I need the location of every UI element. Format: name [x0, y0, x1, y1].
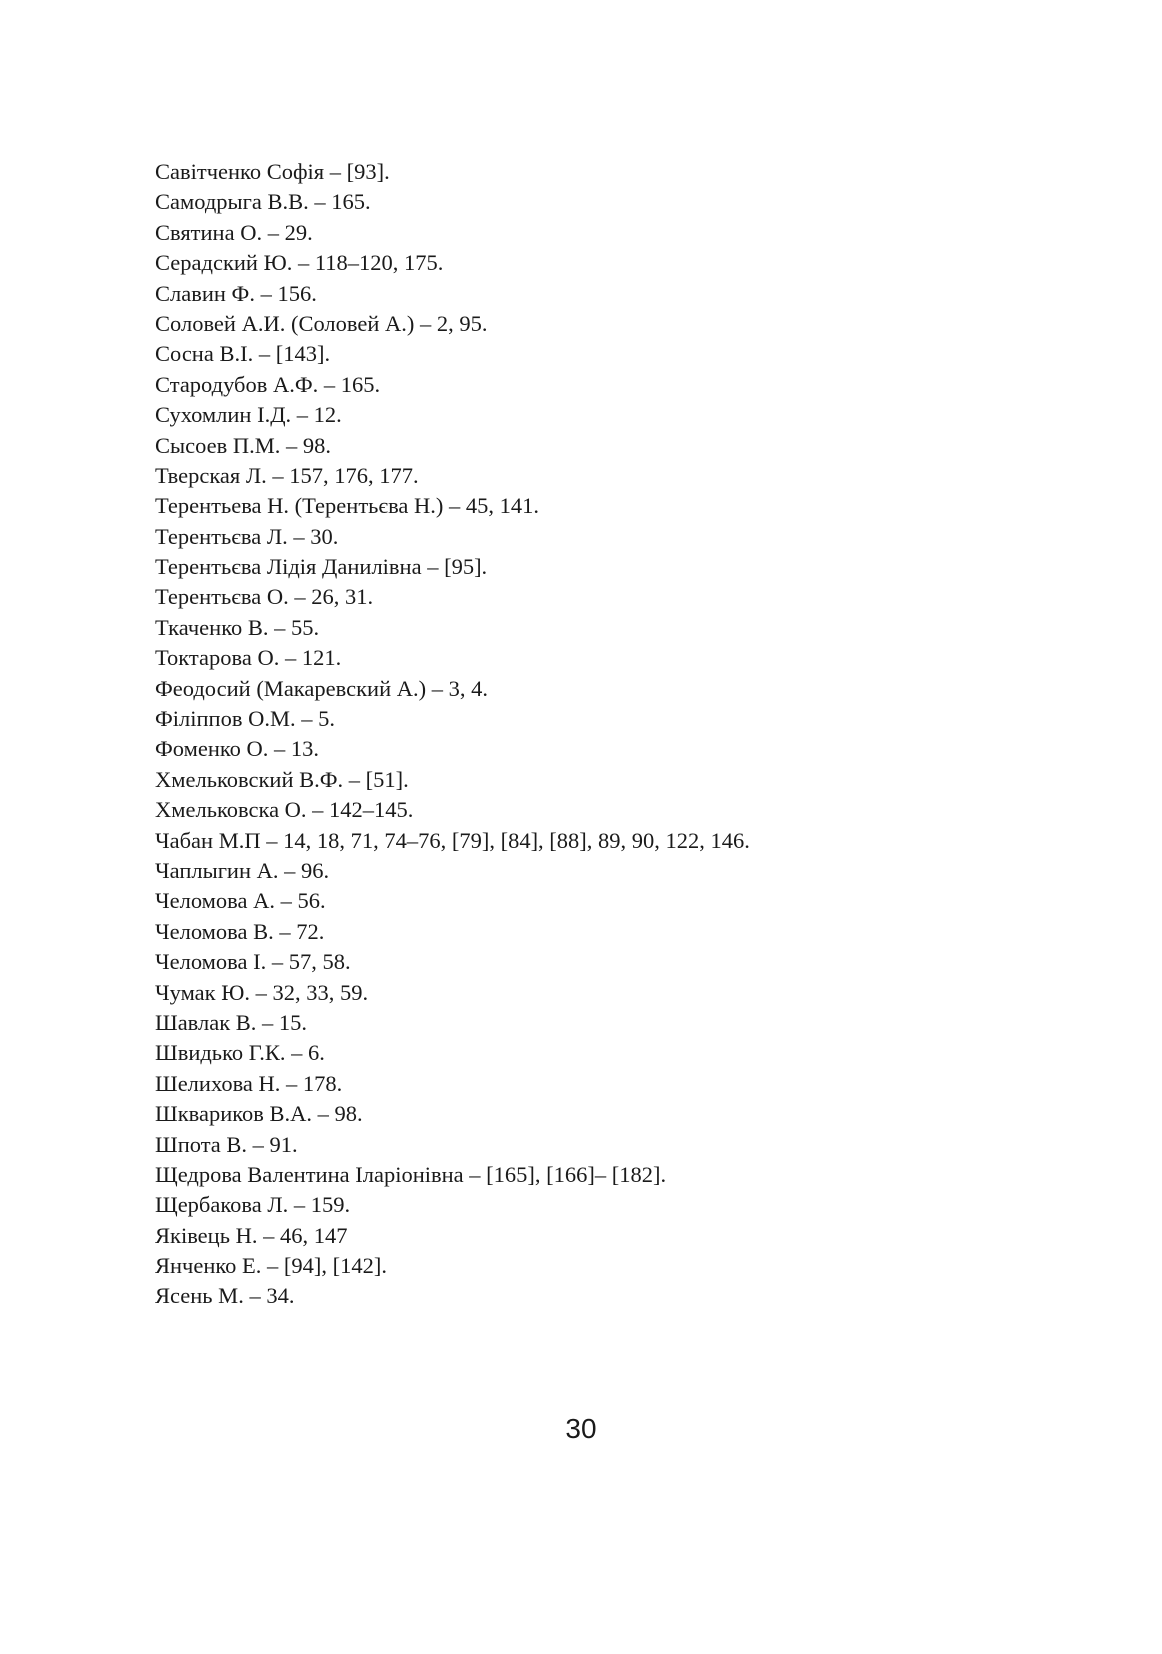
index-entry: Хмельковска О. – 142–145.	[155, 797, 414, 823]
index-entry: Шавлак В. – 15.	[155, 1009, 308, 1035]
index-entry: Терентьева Н. (Терентьєва Н.) – 45, 141.	[155, 493, 539, 519]
index-entry: Щедрова Валентина Іларіонівна – [165], [166]– [182].	[155, 1161, 667, 1187]
index-entry: Сосна В.І. – [143].	[155, 341, 331, 367]
index-entry: Серадский Ю. – 118–120, 175.	[155, 250, 444, 276]
index-entry: Челомова І. – 57, 58.	[155, 949, 351, 975]
index-entry: Шквариков В.А. – 98.	[155, 1101, 363, 1127]
index-entry: Чабан М.П – 14, 18, 71, 74–76, [79], [84], [88], 89, 90, 122, 146.	[155, 827, 750, 853]
index-entry: Щербакова Л. – 159.	[155, 1192, 351, 1218]
index-entry: Швидько Г.К. – 6.	[155, 1040, 325, 1066]
index-entry: Сысоев П.М. – 98.	[155, 432, 332, 458]
index-entry: Самодрыга В.В. – 165.	[155, 189, 371, 215]
index-entry: Савітченко Софія – [93].	[155, 159, 390, 184]
index-entry: Яківець Н. – 46, 147	[155, 1222, 348, 1248]
page-number: 30	[565, 1413, 597, 1444]
index-entry: Ткаченко В. – 55.	[155, 614, 320, 640]
index-entry: Тверская Л. – 157, 176, 177.	[155, 462, 419, 488]
index-entry: Славин Ф. – 156.	[155, 280, 317, 306]
index-entry: Соловей А.И. (Соловей А.) – 2, 95.	[155, 310, 488, 336]
index-entry: Терентьєва Л. – 30.	[155, 523, 339, 549]
index-entry: Хмельковский В.Ф. – [51].	[155, 766, 409, 792]
index-entry: Стародубов А.Ф. – 165.	[155, 371, 381, 397]
index-entry: Фоменко О. – 13.	[155, 736, 320, 762]
index-entry: Чумак Ю. – 32, 33, 59.	[155, 979, 369, 1005]
index-entry: Янченко Е. – [94], [142].	[155, 1253, 388, 1279]
index-entry: Челомова В. – 72.	[155, 918, 325, 944]
index-entry: Терентьєва Лідія Данилівна – [95].	[155, 554, 488, 580]
index-entry: Чаплыгин А. – 96.	[155, 857, 330, 883]
index-entry: Сухомлин І.Д. – 12.	[155, 402, 342, 428]
index-entry: Челомова А. – 56.	[155, 888, 326, 914]
index-entry: Ясень М. – 34.	[155, 1283, 295, 1309]
index-entry: Святина О. – 29.	[155, 219, 313, 245]
index-entry: Філіппов О.М. – 5.	[155, 706, 335, 732]
index-entry: Феодосий (Макаревский А.) – 3, 4.	[155, 675, 488, 701]
index-entry: Терентьєва О. – 26, 31.	[155, 584, 374, 610]
index-entry: Шелихова Н. – 178.	[155, 1070, 343, 1096]
name-index-list	[155, 157, 750, 1312]
index-entry: Токтарова О. – 121.	[155, 645, 342, 671]
index-entry: Шпота В. – 91.	[155, 1131, 298, 1157]
